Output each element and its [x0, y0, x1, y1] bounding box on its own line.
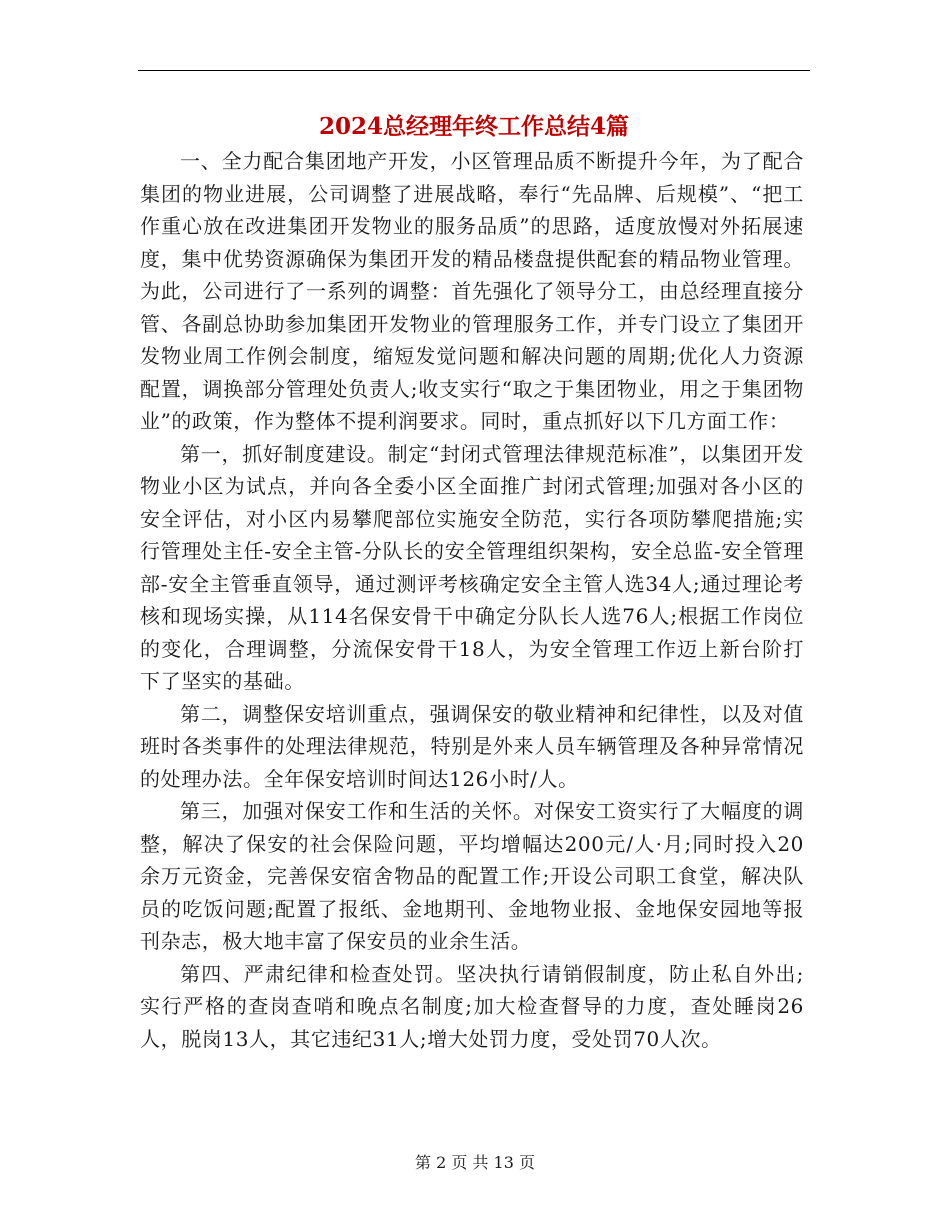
paragraph-third: 第三，加强对保安工作和生活的关怀。对保安工资实行了大幅度的调整，解决了保安的社会保险问题，平均增幅达200元/人·月;同时投入20余万元资金，完善保安宿舍物品的配置工作;开设公司职工食堂，解决队员的吃饭问题;配置了报纸、金地期刊、金地物业报、金地保安园地等报刊杂志，极大地丰富了保安员的业余生活。 — [140, 799, 804, 953]
header-rule — [138, 70, 810, 71]
page-number-label: 第 2 页 共 13 页 — [415, 1153, 535, 1172]
document-body — [140, 145, 804, 1055]
paragraph-second: 第二，调整保安培训重点，强调保安的敬业精神和纪律性，以及对值班时各类事件的处理法律规范，特别是外来人员车辆管理及各种异常情况的处理办法。全年保安培训时间达126小时/人。 — [140, 701, 804, 791]
page-footer — [0, 1152, 950, 1174]
document-title: 2024总经理年终工作总结4篇 — [318, 113, 630, 140]
paragraph-intro: 一、全力配合集团地产开发，小区管理品质不断提升今年，为了配合集团的物业进展，公司调整了进展战略，奉行“先品牌、后规模”、“把工作重心放在改进集团开发物业的服务品质”的思路，适度放慢对外拓展速度，集中优势资源确保为集团开发的精品楼盘提供配套的精品物业管理。为此，公司进行了一系列的调整：首先强化了领导分工，由总经理直接分管、各副总协助参加集团开发物业的管理服务工作，并专门设立了集团开发物业周工作例会制度，缩短发觉问题和解决问题的周期;优化人力资源配置，调换部分管理处负责人;收支实行“取之于集团物业，用之于集团物业”的政策，作为整体不提利润要求。同时，重点抓好以下几方面工作： — [140, 149, 804, 433]
paragraph-fourth: 第四、严肃纪律和检查处罚。坚决执行请销假制度，防止私自外出;实行严格的查岗查哨和晚点名制度;加大检查督导的力度，查处睡岗26人，脱岗13人，其它违纪31人;增大处罚力度，受处罚70人次。 — [140, 961, 804, 1051]
paragraph-first: 第一，抓好制度建设。制定“封闭式管理法律规范标准”，以集团开发物业小区为试点，并向各全委小区全面推广封闭式管理;加强对各小区的安全评估，对小区内易攀爬部位实施安全防范，实行各项防攀爬措施;实行管理处主任-安全主管-分队长的安全管理组织架构，安全总监-安全管理部-安全主管垂直领导，通过测评考核确定安全主管人选34人;通过理论考核和现场实操，从114名保安骨干中确定分队长人选76人;根据工作岗位的变化，合理调整，分流保安骨干18人，为安全管理工作迈上新台阶打下了坚实的基础。 — [140, 441, 804, 693]
